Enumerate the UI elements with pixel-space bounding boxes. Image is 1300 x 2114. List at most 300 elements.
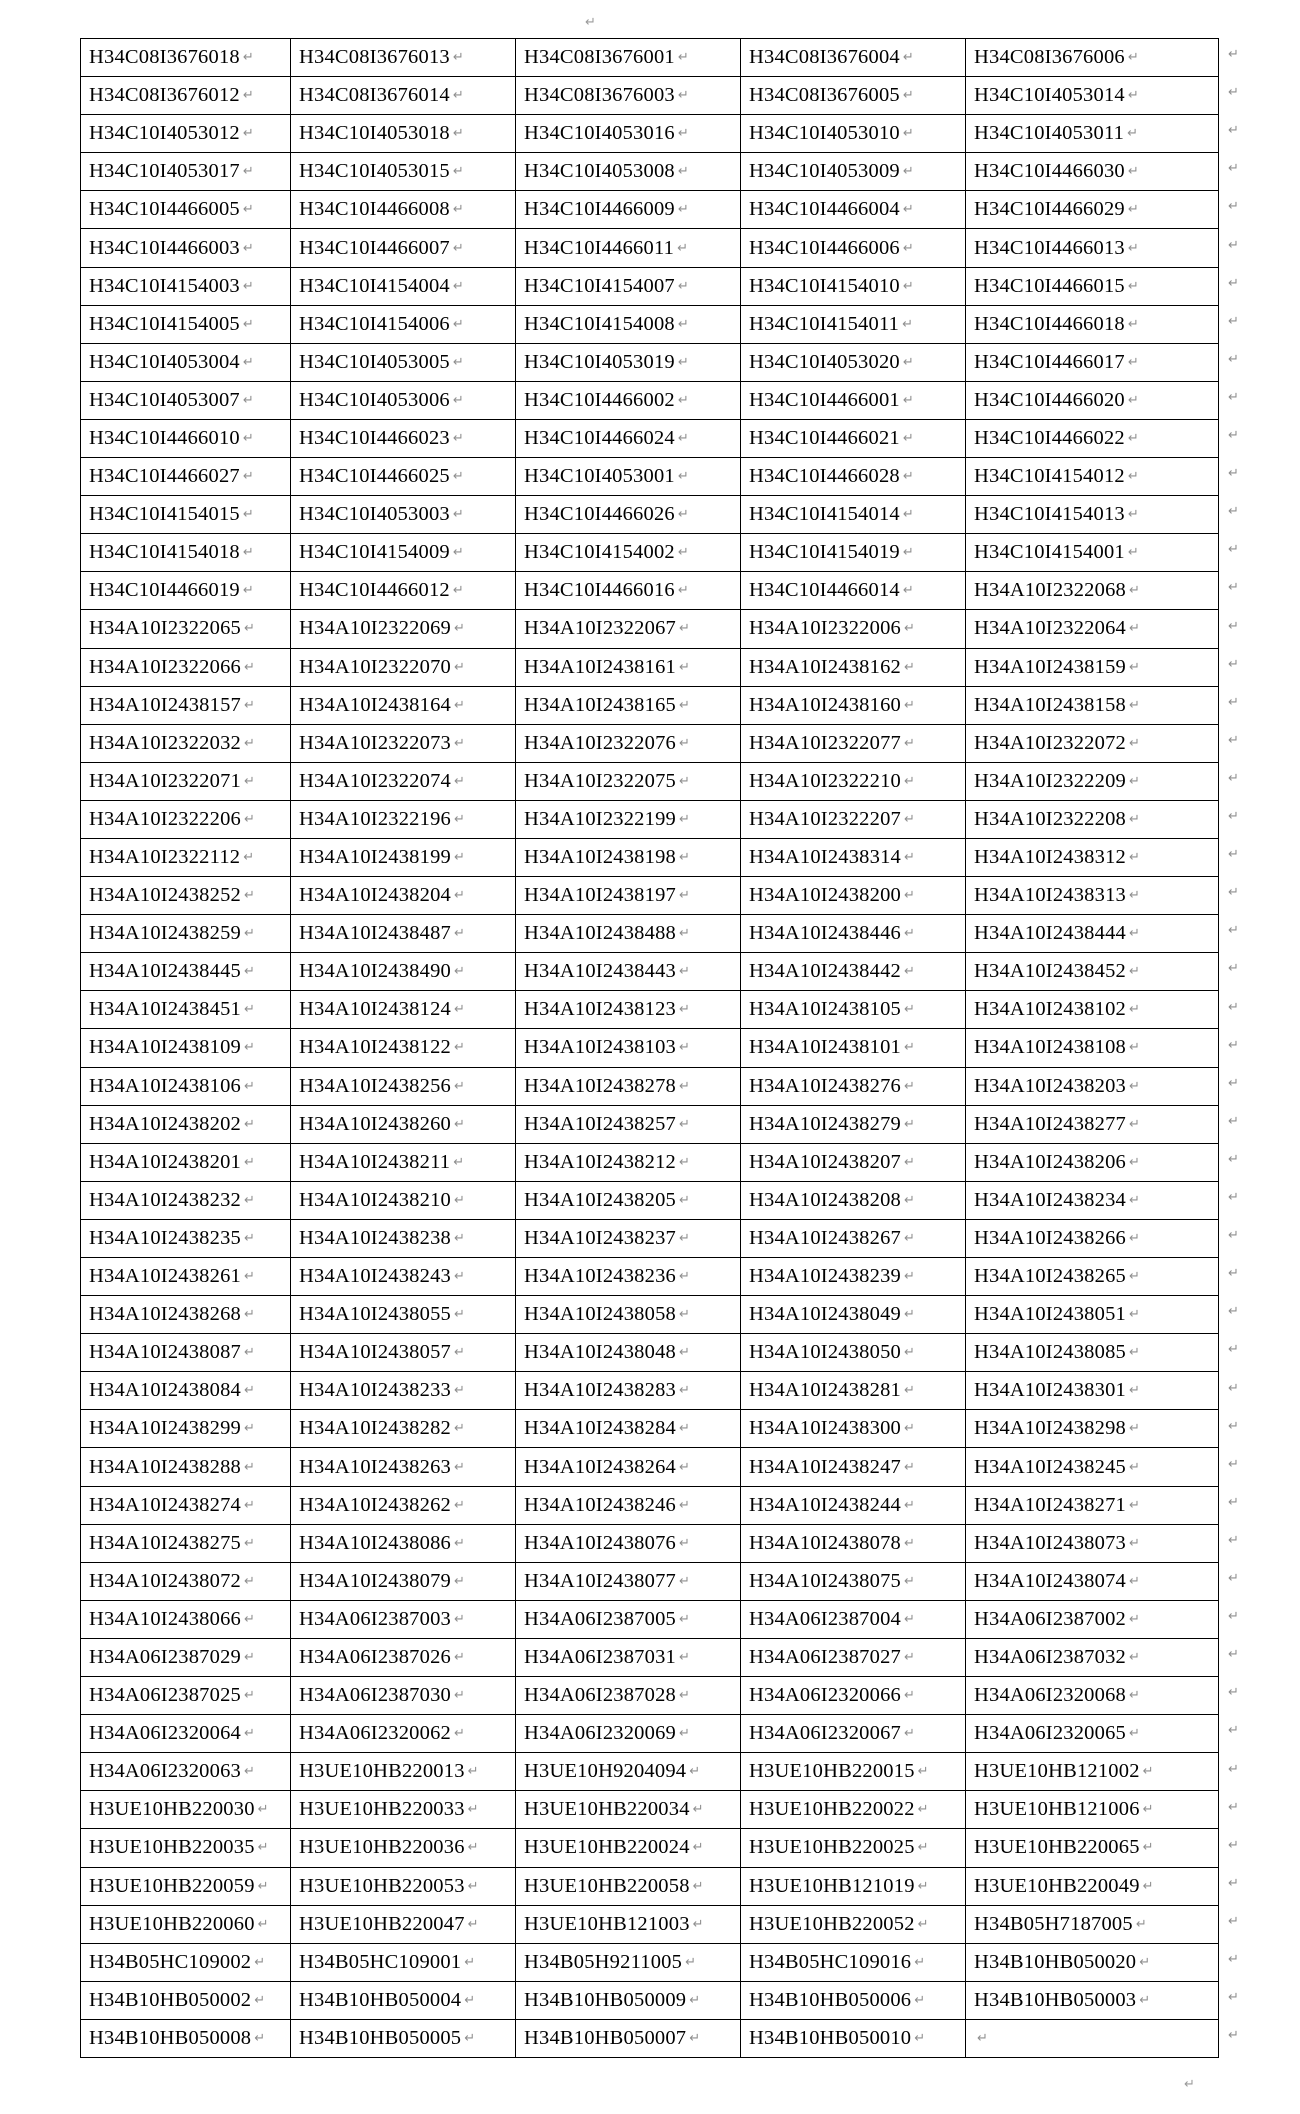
cell-code-text: H34B10HB050002 xyxy=(89,1988,252,2011)
table-cell xyxy=(81,115,291,153)
cell-code-text: H34A10I2438445 xyxy=(89,960,241,983)
cell-code-text: H34A10I2438084 xyxy=(89,1379,241,1402)
table-cell xyxy=(966,1981,1219,2019)
table-row xyxy=(81,1524,1219,1562)
table-cell xyxy=(291,686,516,724)
cell-paragraph-mark: ↵ xyxy=(242,582,254,598)
cell-paragraph-mark: ↵ xyxy=(454,1115,466,1131)
cell-code-text: H34C10I4154011 xyxy=(749,312,900,335)
table-cell xyxy=(81,1867,291,1905)
cell-code-text: H34C10I4466011 xyxy=(524,236,675,259)
table-cell xyxy=(516,115,741,153)
cell-paragraph-mark: ↵ xyxy=(244,1039,256,1055)
cell-code-text: H34A10I2438109 xyxy=(89,1036,241,1059)
cell-paragraph-mark: ↵ xyxy=(1129,1153,1141,1169)
cell-code-text: H34A10I2322067 xyxy=(524,617,676,640)
cell-paragraph-mark: ↵ xyxy=(464,1991,476,2007)
cell-code-text: H34C10I4154008 xyxy=(524,312,675,335)
cell-code-text: H34A10I2322069 xyxy=(299,617,451,640)
cell-paragraph-mark: ↵ xyxy=(904,1572,916,1588)
cell-code-text: H34A10I2438124 xyxy=(299,998,451,1021)
cell-paragraph-mark: ↵ xyxy=(244,1496,256,1512)
cell-code-text: H34C10I4466026 xyxy=(524,503,675,526)
cell-paragraph-mark: ↵ xyxy=(467,1839,479,1855)
cell-paragraph-mark: ↵ xyxy=(242,163,254,179)
table-cell xyxy=(741,39,966,77)
cell-paragraph-mark: ↵ xyxy=(679,1382,691,1398)
cell-paragraph-mark: ↵ xyxy=(679,1648,691,1664)
cell-code-text: H34A10I2438268 xyxy=(89,1303,241,1326)
cell-code-text: H34A10I2438234 xyxy=(974,1188,1126,1211)
table-cell xyxy=(966,1600,1219,1638)
table-cell xyxy=(81,1410,291,1448)
table-cell xyxy=(966,1943,1219,1981)
table-row xyxy=(81,1829,1219,1867)
table-cell xyxy=(291,2019,516,2057)
table-cell xyxy=(291,762,516,800)
cell-code-text: H34A10I2322073 xyxy=(299,731,451,754)
cell-paragraph-mark: ↵ xyxy=(1129,810,1141,826)
cell-code-text: H34C10I4154003 xyxy=(89,274,240,297)
cell-code-text: H34C08I3676005 xyxy=(749,84,900,107)
table-cell xyxy=(741,2019,966,2057)
table-cell xyxy=(741,534,966,572)
table-cell xyxy=(966,1296,1219,1334)
cell-paragraph-mark: ↵ xyxy=(902,239,914,255)
row-end-paragraph-mark: ↵ xyxy=(1228,160,1239,176)
cell-paragraph-mark: ↵ xyxy=(904,658,916,674)
cell-code-text: H34A10I2438265 xyxy=(974,1265,1126,1288)
cell-paragraph-mark: ↵ xyxy=(1129,582,1141,598)
table-cell xyxy=(741,419,966,457)
table-cell xyxy=(291,1562,516,1600)
table-cell xyxy=(966,1219,1219,1257)
cell-paragraph-mark: ↵ xyxy=(904,1610,916,1626)
cell-paragraph-mark: ↵ xyxy=(242,544,254,560)
cell-code-text: H34C10I4466015 xyxy=(974,274,1125,297)
cell-paragraph-mark: ↵ xyxy=(1127,391,1139,407)
cell-code-text: H34A10I2438076 xyxy=(524,1531,676,1554)
cell-paragraph-mark: ↵ xyxy=(904,1648,916,1664)
table-cell xyxy=(966,1410,1219,1448)
table-cell xyxy=(81,343,291,381)
cell-code-text: H34A06I2387003 xyxy=(299,1607,451,1630)
table-row xyxy=(81,1638,1219,1676)
cell-paragraph-mark: ↵ xyxy=(454,810,466,826)
table-cell xyxy=(741,686,966,724)
table-cell xyxy=(966,1829,1219,1867)
row-end-paragraph-mark: ↵ xyxy=(1228,46,1239,61)
table-cell xyxy=(741,1524,966,1562)
cell-paragraph-mark: ↵ xyxy=(257,1839,269,1855)
cell-paragraph-mark: ↵ xyxy=(904,1496,916,1512)
cell-code-text: H34C10I4466003 xyxy=(89,236,240,259)
cell-code-text: H34A10I2438050 xyxy=(749,1341,901,1364)
cell-paragraph-mark: ↵ xyxy=(904,1077,916,1093)
cell-paragraph-mark: ↵ xyxy=(685,1953,697,1969)
cell-paragraph-mark: ↵ xyxy=(244,1648,256,1664)
cell-paragraph-mark: ↵ xyxy=(1129,925,1141,941)
cell-paragraph-mark: ↵ xyxy=(1127,353,1139,369)
cell-paragraph-mark: ↵ xyxy=(454,620,466,636)
table-cell xyxy=(81,419,291,457)
cell-code-text: H34C08I3676003 xyxy=(524,84,675,107)
table-cell xyxy=(966,572,1219,610)
row-end-paragraph-mark: ↵ xyxy=(1228,617,1239,633)
table-cell xyxy=(741,343,966,381)
table-cell xyxy=(81,229,291,267)
cell-paragraph-mark: ↵ xyxy=(467,1801,479,1817)
cell-code-text: H34A10I2438077 xyxy=(524,1569,676,1592)
table-cell xyxy=(516,1905,741,1943)
table-cell xyxy=(291,1181,516,1219)
table-cell xyxy=(291,1029,516,1067)
cell-code-text: H34C10I4154015 xyxy=(89,503,240,526)
cell-code-text: H34A10I2438452 xyxy=(974,960,1126,983)
table-cell xyxy=(516,838,741,876)
cell-paragraph-mark: ↵ xyxy=(454,1725,466,1741)
cell-paragraph-mark: ↵ xyxy=(677,315,689,331)
table-row xyxy=(81,39,1219,77)
table-cell xyxy=(741,1410,966,1448)
table-row xyxy=(81,724,1219,762)
table-cell xyxy=(291,267,516,305)
cell-code-text: H34A10I2438160 xyxy=(749,693,901,716)
table-cell xyxy=(291,1791,516,1829)
cell-paragraph-mark: ↵ xyxy=(452,315,464,331)
table-cell xyxy=(966,267,1219,305)
cell-paragraph-mark: ↵ xyxy=(244,658,256,674)
table-cell xyxy=(966,1372,1219,1410)
row-end-paragraph-mark: ↵ xyxy=(1228,1189,1239,1204)
table-cell xyxy=(81,267,291,305)
cell-code-text: H34C10I4466017 xyxy=(974,350,1125,373)
row-end-paragraph-mark: ↵ xyxy=(1228,1951,1239,1966)
cell-paragraph-mark: ↵ xyxy=(454,1268,466,1284)
cell-code-text: H34A10I2438247 xyxy=(749,1455,901,1478)
table-cell xyxy=(291,1524,516,1562)
row-end-paragraph-mark: ↵ xyxy=(1228,1608,1239,1624)
cell-code-text: H34A10I2322112 xyxy=(89,846,241,869)
table-cell xyxy=(516,1029,741,1067)
table-cell xyxy=(516,1067,741,1105)
cell-code-text: H34A10I2322075 xyxy=(524,769,676,792)
cell-paragraph-mark: ↵ xyxy=(902,49,914,65)
cell-code-text: H34C10I4466005 xyxy=(89,198,240,221)
cell-code-text: H34C10I4466001 xyxy=(749,388,900,411)
cell-code-text: H34A10I2322077 xyxy=(749,731,901,754)
cell-code-text: H3UE10HB220025 xyxy=(749,1836,915,1859)
cell-code-text: H34A10I2438444 xyxy=(974,922,1126,945)
cell-code-text: H34A10I2438197 xyxy=(524,884,676,907)
cell-paragraph-mark: ↵ xyxy=(467,1763,479,1779)
cell-code-text: H34C10I4466006 xyxy=(749,236,900,259)
cell-paragraph-mark: ↵ xyxy=(1129,1344,1141,1360)
table-cell xyxy=(81,496,291,534)
table-cell xyxy=(966,877,1219,915)
table-cell xyxy=(516,2019,741,2057)
table-cell xyxy=(291,229,516,267)
cell-paragraph-mark: ↵ xyxy=(679,620,691,636)
table-cell xyxy=(516,1829,741,1867)
cell-paragraph-mark: ↵ xyxy=(917,1877,929,1893)
cell-code-text: H34C10I4466019 xyxy=(89,579,240,602)
cell-code-text: H3UE10H9204094 xyxy=(524,1760,687,1783)
table-cell xyxy=(966,1105,1219,1143)
cell-code-text: H34C10I4154002 xyxy=(524,541,675,564)
cell-paragraph-mark: ↵ xyxy=(1139,1953,1151,1969)
cell-code-text: H34A10I2438274 xyxy=(89,1493,241,1516)
cell-code-text: H34A10I2438281 xyxy=(749,1379,901,1402)
cell-paragraph-mark: ↵ xyxy=(679,963,691,979)
table-cell xyxy=(516,648,741,686)
cell-paragraph-mark: ↵ xyxy=(904,1306,916,1322)
cell-paragraph-mark: ↵ xyxy=(244,1725,256,1741)
table-cell xyxy=(741,1219,966,1257)
cell-paragraph-mark: ↵ xyxy=(254,2029,266,2045)
table-cell xyxy=(291,1334,516,1372)
table-cell xyxy=(81,1562,291,1600)
table-cell xyxy=(291,1410,516,1448)
cell-paragraph-mark: ↵ xyxy=(689,1763,701,1779)
table-cell xyxy=(291,496,516,534)
cell-code-text: H34A10I2322064 xyxy=(974,617,1126,640)
cell-paragraph-mark: ↵ xyxy=(244,1763,256,1779)
cell-code-text: H34C10I4053003 xyxy=(299,503,450,526)
cell-paragraph-mark: ↵ xyxy=(1127,315,1139,331)
cell-code-text: H34C10I4053016 xyxy=(524,122,675,145)
table-cell xyxy=(741,915,966,953)
table-cell xyxy=(81,800,291,838)
table-cell xyxy=(81,1791,291,1829)
cell-code-text: H34C10I4466029 xyxy=(974,198,1125,221)
table-row xyxy=(81,762,1219,800)
cell-paragraph-mark: ↵ xyxy=(679,658,691,674)
table-cell xyxy=(81,1448,291,1486)
cell-paragraph-mark: ↵ xyxy=(1129,1687,1141,1703)
cell-paragraph-mark: ↵ xyxy=(242,391,254,407)
table-cell xyxy=(741,1829,966,1867)
cell-code-text: H34A10I2322208 xyxy=(974,807,1126,830)
cell-paragraph-mark: ↵ xyxy=(689,1991,701,2007)
table-cell xyxy=(966,1562,1219,1600)
cell-code-text: H34B10HB050007 xyxy=(524,2026,687,2049)
cell-code-text: H34A06I2320064 xyxy=(89,1722,241,1745)
cell-code-text: H34A10I2438264 xyxy=(524,1455,676,1478)
cell-paragraph-mark: ↵ xyxy=(242,49,254,65)
cell-paragraph-mark: ↵ xyxy=(679,1268,691,1284)
cell-code-text: H34B10HB050003 xyxy=(974,1988,1137,2011)
cell-paragraph-mark: ↵ xyxy=(1129,1115,1141,1131)
cell-code-text: H3UE10HB220030 xyxy=(89,1798,255,1821)
code-table-container xyxy=(80,38,1218,2058)
table-cell xyxy=(81,1905,291,1943)
cell-code-text: H3UE10HB220022 xyxy=(749,1798,915,1821)
row-end-paragraph-mark: ↵ xyxy=(1228,1722,1239,1738)
table-cell xyxy=(81,1143,291,1181)
table-cell xyxy=(291,1143,516,1181)
cell-paragraph-mark: ↵ xyxy=(454,887,466,903)
table-cell xyxy=(291,1677,516,1715)
cell-paragraph-mark: ↵ xyxy=(244,1382,256,1398)
table-cell xyxy=(966,686,1219,724)
table-cell xyxy=(516,1143,741,1181)
table-cell xyxy=(81,458,291,496)
row-end-paragraph-mark: ↵ xyxy=(1228,731,1239,747)
cell-paragraph-mark: ↵ xyxy=(464,2029,476,2045)
table-cell xyxy=(741,458,966,496)
cell-code-text: H34A10I2438122 xyxy=(299,1036,451,1059)
cell-code-text: H34A10I2438238 xyxy=(299,1226,451,1249)
cell-paragraph-mark: ↵ xyxy=(257,1877,269,1893)
cell-code-text: H34A10I2438086 xyxy=(299,1531,451,1554)
table-cell xyxy=(291,1296,516,1334)
cell-paragraph-mark: ↵ xyxy=(1139,1991,1151,2007)
table-cell xyxy=(516,1867,741,1905)
cell-code-text: H3UE10HB121003 xyxy=(524,1912,690,1935)
cell-code-text: H34C10I4154019 xyxy=(749,541,900,564)
table-cell xyxy=(516,1181,741,1219)
cell-code-text: H34A10I2438245 xyxy=(974,1455,1126,1478)
row-end-paragraph-mark: ↵ xyxy=(1228,655,1239,671)
row-end-paragraph-mark: ↵ xyxy=(1228,1303,1239,1319)
cell-code-text: H34A10I2438244 xyxy=(749,1493,901,1516)
cell-code-text: H34A10I2438158 xyxy=(974,693,1126,716)
cell-paragraph-mark: ↵ xyxy=(904,925,916,941)
table-row xyxy=(81,153,1219,191)
table-row xyxy=(81,572,1219,610)
table-row xyxy=(81,1410,1219,1448)
cell-paragraph-mark: ↵ xyxy=(902,391,914,407)
cell-code-text: H34C10I4466009 xyxy=(524,198,675,221)
row-end-paragraph-mark: ↵ xyxy=(1228,1912,1239,1928)
table-cell xyxy=(741,1562,966,1600)
table-row xyxy=(81,648,1219,686)
table-row xyxy=(81,496,1219,534)
cell-paragraph-mark: ↵ xyxy=(454,1229,466,1245)
table-cell xyxy=(291,1067,516,1105)
table-row xyxy=(81,686,1219,724)
table-cell xyxy=(516,1219,741,1257)
cell-paragraph-mark: ↵ xyxy=(244,810,256,826)
table-cell xyxy=(516,343,741,381)
table-cell xyxy=(81,953,291,991)
table-cell xyxy=(291,458,516,496)
row-end-paragraph-mark: ↵ xyxy=(1228,1989,1239,2005)
cell-code-text: H3UE10HB220060 xyxy=(89,1912,255,1935)
table-row xyxy=(81,1677,1219,1715)
cell-paragraph-mark: ↵ xyxy=(242,315,254,331)
table-cell xyxy=(516,1486,741,1524)
cell-paragraph-mark: ↵ xyxy=(244,1572,256,1588)
cell-code-text: H3UE10HB121019 xyxy=(749,1874,915,1897)
table-cell xyxy=(741,1067,966,1105)
table-cell xyxy=(291,419,516,457)
cell-code-text: H34B10HB050008 xyxy=(89,2026,252,2049)
table-cell xyxy=(966,534,1219,572)
cell-paragraph-mark: ↵ xyxy=(1127,506,1139,522)
cell-paragraph-mark: ↵ xyxy=(244,1687,256,1703)
row-end-paragraph-mark: ↵ xyxy=(1228,2027,1239,2043)
table-cell xyxy=(516,1410,741,1448)
cell-code-text: H34A10I2438103 xyxy=(524,1036,676,1059)
cell-paragraph-mark: ↵ xyxy=(452,391,464,407)
cell-paragraph-mark: ↵ xyxy=(904,1115,916,1131)
cell-paragraph-mark: ↵ xyxy=(917,1801,929,1817)
cell-code-text: H34A10I2438278 xyxy=(524,1074,676,1097)
table-cell xyxy=(966,953,1219,991)
table-cell xyxy=(516,1677,741,1715)
table-cell xyxy=(291,1600,516,1638)
table-cell xyxy=(966,1143,1219,1181)
table-cell xyxy=(81,1753,291,1791)
cell-paragraph-mark: ↵ xyxy=(679,1039,691,1055)
cell-code-text: H34C10I4154012 xyxy=(974,465,1125,488)
table-cell xyxy=(291,39,516,77)
table-cell xyxy=(81,1981,291,2019)
cell-code-text: H34A10I2438298 xyxy=(974,1417,1126,1440)
cell-paragraph-mark: ↵ xyxy=(904,1687,916,1703)
row-end-paragraph-mark: ↵ xyxy=(1228,312,1239,328)
table-row xyxy=(81,1981,1219,2019)
row-end-paragraph-mark: ↵ xyxy=(1228,1379,1239,1395)
cell-code-text: H34B10HB050004 xyxy=(299,1988,462,2011)
cell-paragraph-mark: ↵ xyxy=(904,772,916,788)
cell-paragraph-mark: ↵ xyxy=(977,2029,989,2045)
cell-paragraph-mark: ↵ xyxy=(679,925,691,941)
table-cell xyxy=(966,1753,1219,1791)
cell-paragraph-mark: ↵ xyxy=(454,1382,466,1398)
table-row xyxy=(81,991,1219,1029)
table-row xyxy=(81,229,1219,267)
table-cell xyxy=(81,1296,291,1334)
cell-code-text: H34B10HB050010 xyxy=(749,2026,912,2049)
cell-paragraph-mark: ↵ xyxy=(244,1344,256,1360)
cell-paragraph-mark: ↵ xyxy=(914,2029,926,2045)
cell-code-text: H34A10I2438051 xyxy=(974,1303,1126,1326)
table-cell xyxy=(516,1258,741,1296)
cell-paragraph-mark: ↵ xyxy=(692,1801,704,1817)
table-cell xyxy=(516,1296,741,1334)
table-cell xyxy=(966,1791,1219,1829)
cell-paragraph-mark: ↵ xyxy=(454,1458,466,1474)
cell-paragraph-mark: ↵ xyxy=(902,87,914,103)
cell-paragraph-mark: ↵ xyxy=(452,49,464,65)
cell-code-text: H3UE10HB220065 xyxy=(974,1836,1140,1859)
table-cell xyxy=(81,1372,291,1410)
cell-code-text: H34A10I2322199 xyxy=(524,807,676,830)
cell-paragraph-mark: ↵ xyxy=(1129,1610,1141,1626)
table-row xyxy=(81,1867,1219,1905)
table-cell xyxy=(516,1753,741,1791)
cell-paragraph-mark: ↵ xyxy=(1129,696,1141,712)
table-cell xyxy=(966,305,1219,343)
row-end-paragraph-mark: ↵ xyxy=(1228,541,1239,557)
table-cell xyxy=(741,1486,966,1524)
cell-paragraph-mark: ↵ xyxy=(244,1229,256,1245)
cell-paragraph-mark: ↵ xyxy=(679,1534,691,1550)
table-row xyxy=(81,1486,1219,1524)
cell-paragraph-mark: ↵ xyxy=(244,1306,256,1322)
cell-code-text: H34A10I2438102 xyxy=(974,998,1126,1021)
cell-paragraph-mark: ↵ xyxy=(679,1610,691,1626)
table-cell xyxy=(291,572,516,610)
row-end-paragraph-mark: ↵ xyxy=(1228,122,1239,138)
table-cell xyxy=(516,305,741,343)
table-cell xyxy=(516,877,741,915)
table-cell xyxy=(741,1448,966,1486)
table-cell xyxy=(291,343,516,381)
